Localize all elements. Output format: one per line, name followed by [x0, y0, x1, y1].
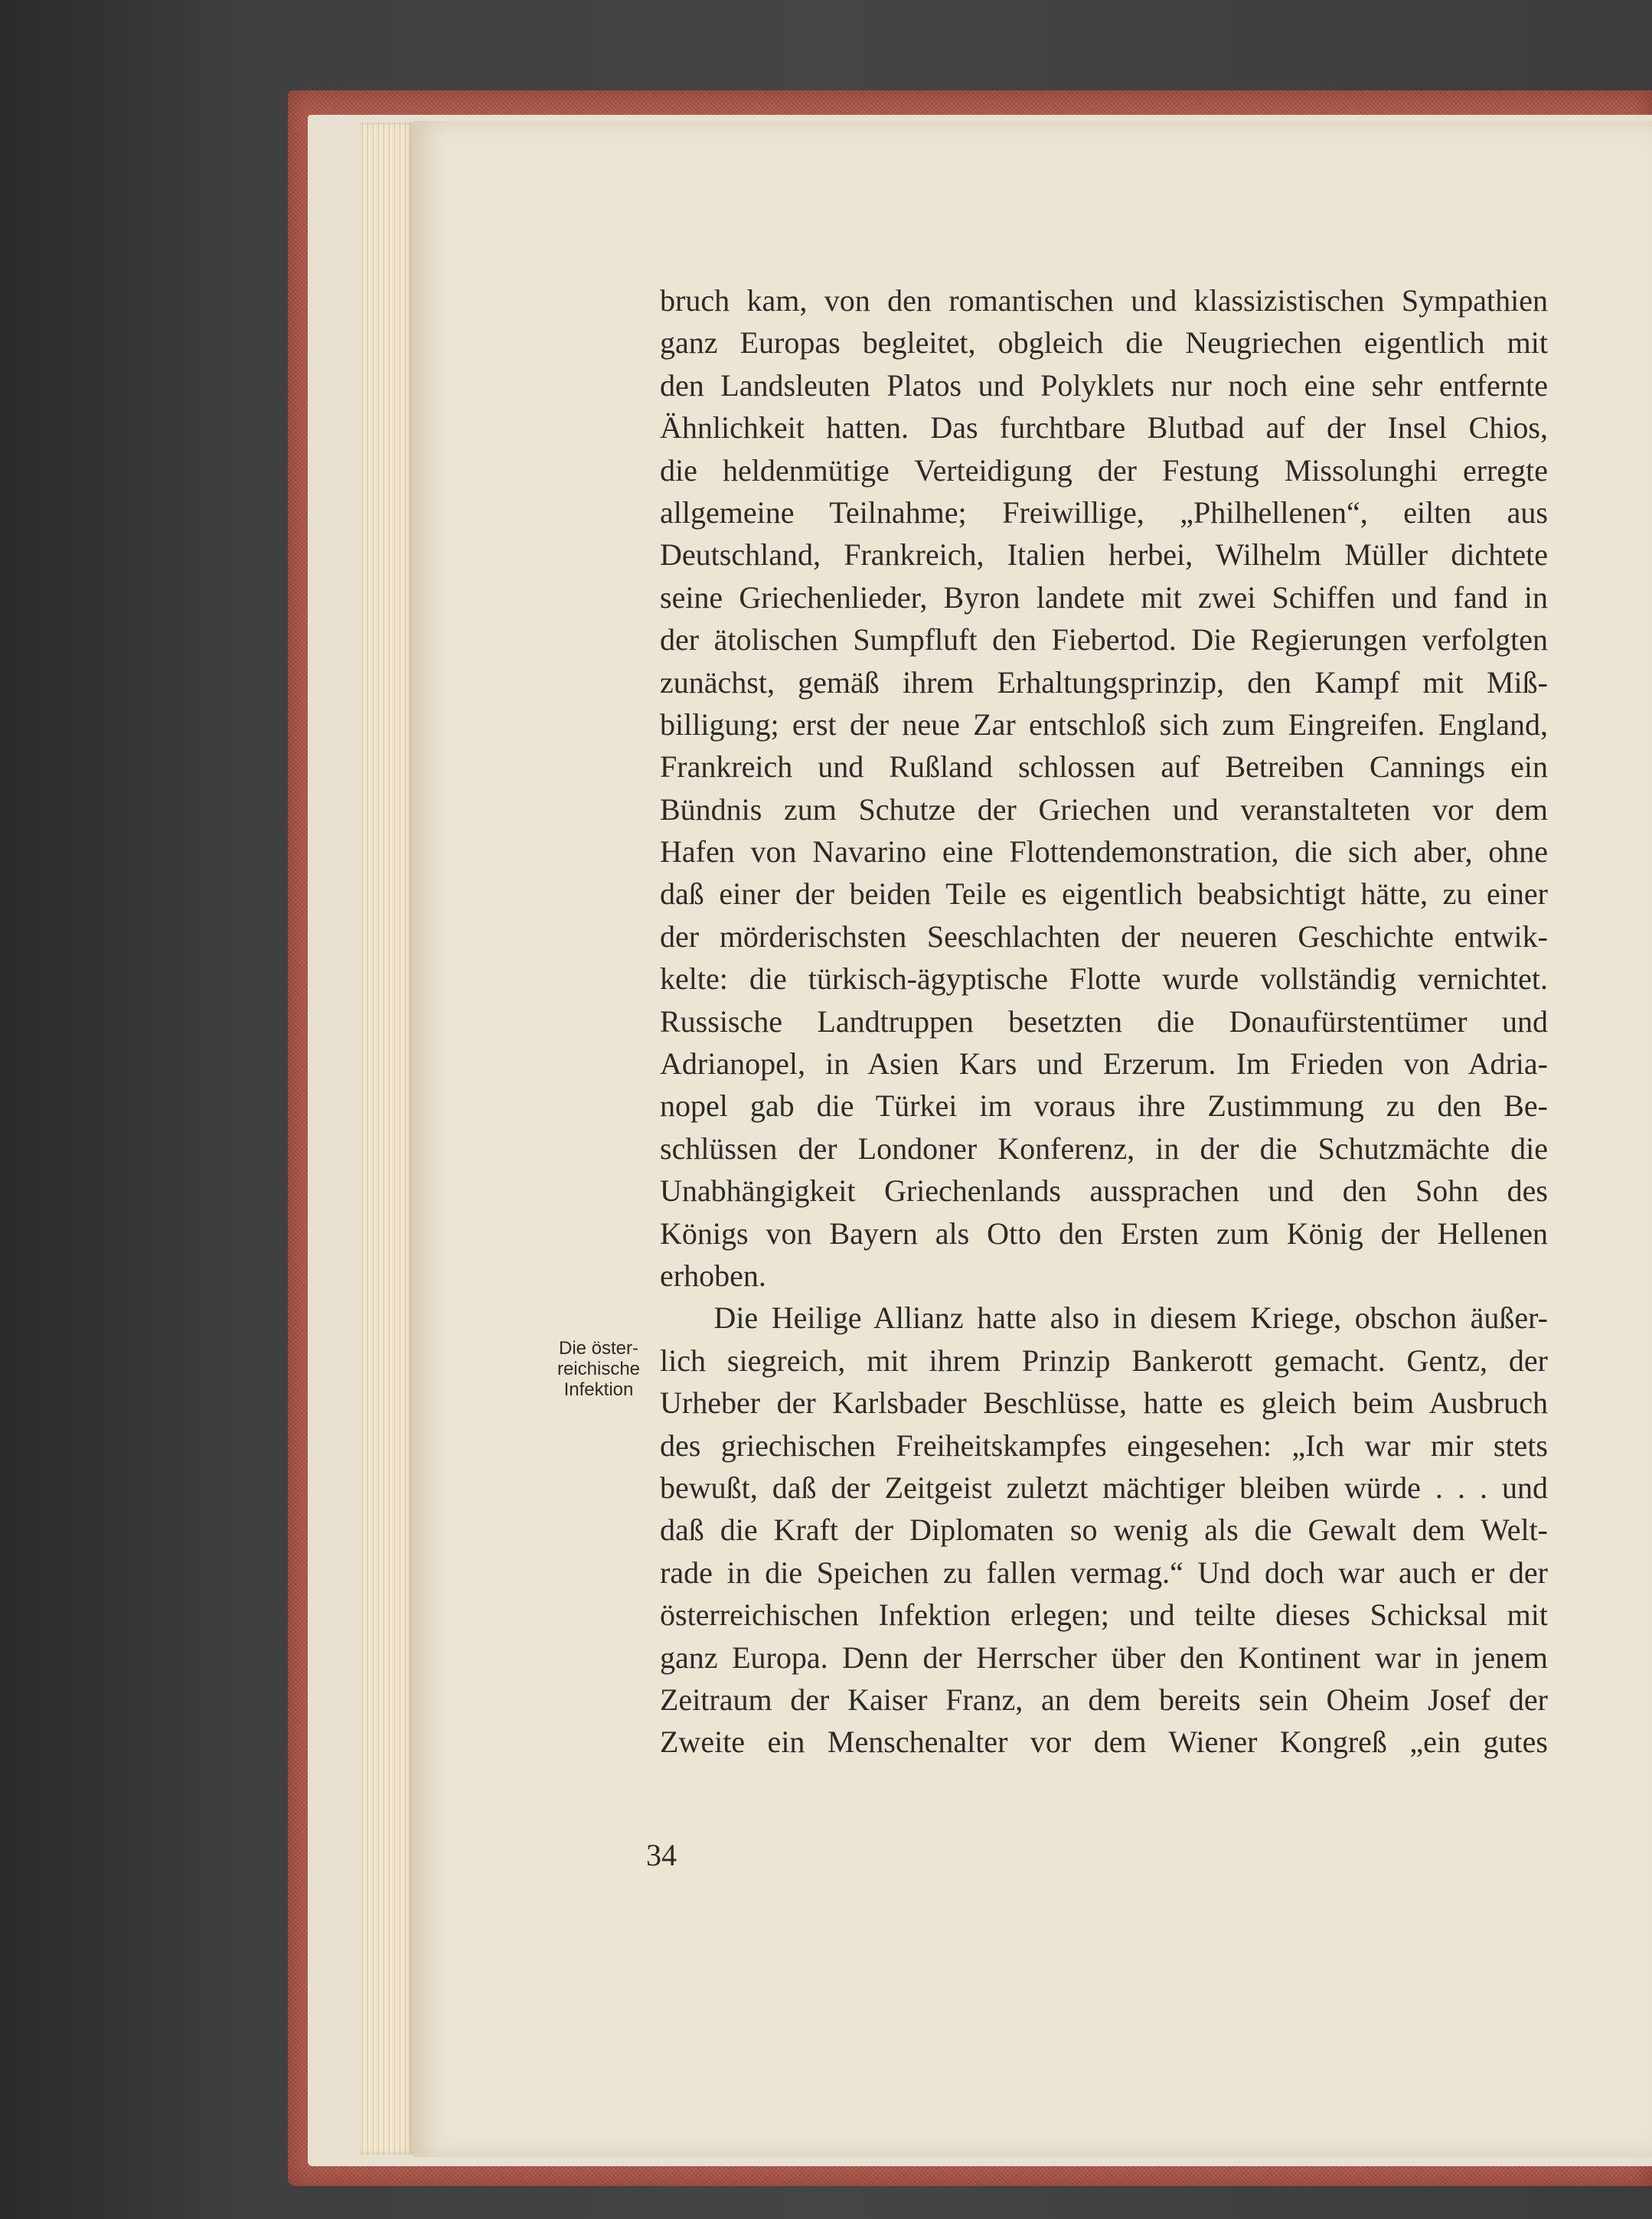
text-line: zunächst, gemäß ihrem Erhaltungsprinzip, den Kampf mit Miß- [660, 664, 1548, 700]
text-line: lich siegreich, mit ihrem Prinzip Bankerott gemacht. Gentz, der [660, 1343, 1548, 1378]
text-line: allgemeine Teilnahme; Freiwillige, „Philhellenen“, eilten aus [660, 494, 1548, 530]
page-number: 34 [646, 1838, 677, 1872]
text-line: Russische Landtruppen besetzten die Donaufürstentümer und [660, 1003, 1548, 1039]
text-line: Zeitraum der Kaiser Franz, an dem bereits sein Oheim Josef der [660, 1682, 1548, 1717]
text-line: nopel gab die Türkei im voraus ihre Zustimmung zu den Be- [660, 1088, 1548, 1124]
text-line: daß einer der beiden Teile es eigentlich beabsichtigt hätte, zu einer [660, 876, 1548, 912]
margin-note [545, 1338, 652, 1400]
text-line: kelte: die türkisch-ägyptische Flotte wurde vollständig vernichtet. [660, 961, 1548, 997]
text-line: den Landsleuten Platos und Polyklets nur noch eine sehr entfernte [660, 367, 1548, 403]
text-line: bruch kam, von den romantischen und klassizistischen Sympathien [660, 283, 1548, 318]
margin-note-line: Die öster- [558, 1338, 639, 1359]
text-line: Hafen von Navarino eine Flottendemonstration, die sich aber, ohne [660, 834, 1548, 870]
text-line: der ätolischen Sumpfluft den Fiebertod. Die Regierungen verfolgten [660, 622, 1548, 658]
text-line: daß die Kraft der Diplomaten so wenig als die Gewalt dem Welt- [660, 1513, 1548, 1548]
text-line: seine Griechenlieder, Byron landete mit zwei Schiffen und fand in [660, 579, 1548, 615]
text-line: billigung; erst der neue Zar entschloß sich zum Eingreifen. England, [660, 706, 1548, 742]
text-line: Königs von Bayern als Otto den Ersten zum König der Hellenen [660, 1216, 1548, 1251]
text-line: Bündnis zum Schutze der Griechen und veranstalteten vor dem [660, 791, 1548, 827]
text-line: des griechischen Freiheitskampfes eingesehen: „Ich war mir stets [660, 1428, 1548, 1463]
text-line: rade in die Speichen zu fallen vermag.“ Und doch war auch er der [660, 1555, 1548, 1590]
page-edges [360, 122, 413, 2155]
margin-note-line: Infektion [563, 1379, 634, 1400]
text-line: Die Heilige Allianz hatte also in diesem Kriege, obschon äußer- [660, 1300, 1548, 1336]
text-line: Adrianopel, in Asien Kars und Erzerum. Im Frieden von Adria- [660, 1046, 1548, 1082]
text-line: die heldenmütige Verteidigung der Festung Missolunghi erregte [660, 452, 1548, 488]
text-line: ganz Europas begleitet, obgleich die Neugriechen eigentlich mit [660, 325, 1548, 361]
text-line: Deutschland, Frankreich, Italien herbei, Wilhelm Müller dichtete [660, 537, 1548, 573]
body-text [660, 279, 1548, 1764]
text-line: der mörderischsten Seeschlachten der neueren Geschichte entwik- [660, 919, 1548, 954]
text-line: ganz Europa. Denn der Herrscher über den Kontinent war in jenem [660, 1640, 1548, 1675]
text-line: Unabhängigkeit Griechenlands aussprachen und den Sohn des [660, 1173, 1548, 1209]
text-line: Frankreich und Rußland schlossen auf Betreiben Cannings ein [660, 749, 1548, 785]
text-line: Zweite ein Menschenalter vor dem Wiener Kongreß „ein gutes [660, 1725, 1548, 1760]
margin-note-line: reichische [557, 1359, 641, 1379]
text-line: bewußt, daß der Zeitgeist zuletzt mächtiger bleiben würde . . . und [660, 1470, 1548, 1505]
text-line: Urheber der Karlsbader Beschlüsse, hatte es gleich beim Ausbruch [660, 1385, 1548, 1421]
text-line: schlüssen der Londoner Konferenz, in der die Schutzmächte die [660, 1131, 1548, 1166]
text-line: Ähnlichkeit hatten. Das furchtbare Blutbad auf der Insel Chios, [660, 410, 1548, 445]
text-line: erhoben. [660, 1258, 766, 1293]
text-line: österreichischen Infektion erlegen; und teilte dieses Schicksal mit [660, 1597, 1548, 1633]
